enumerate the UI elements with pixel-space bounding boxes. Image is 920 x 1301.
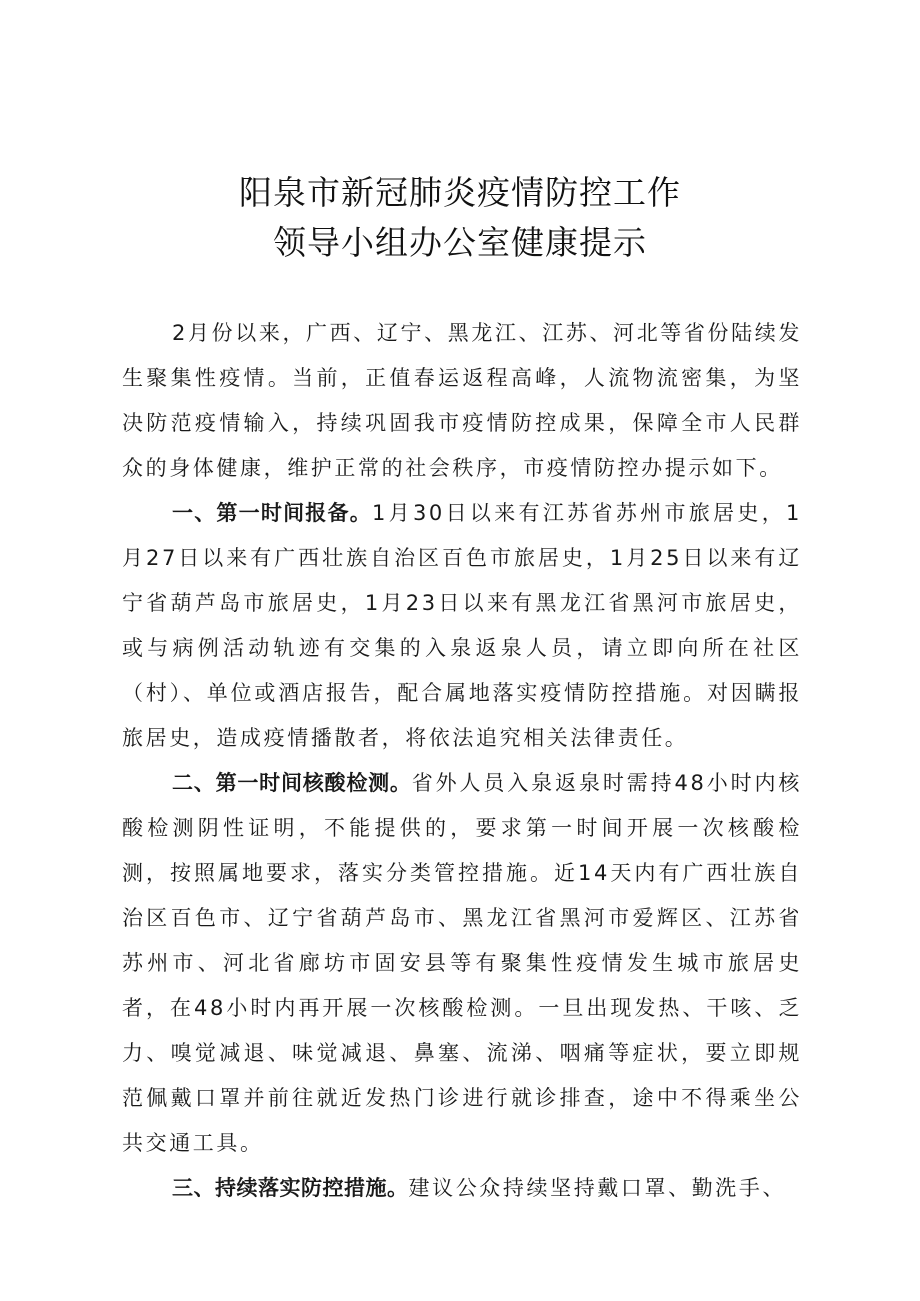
paragraph-item-3 <box>122 1166 802 1211</box>
paragraph-text: 省外人员入泉返泉时需持48小时内核酸检测阴性证明，不能提供的，要求第一时间开展一次核酸检测，按照属地要求，落实分类管控措施。近14天内有广西壮族自治区百色市、辽宁省葫芦岛市、黑龙江省黑河市爱辉区、江苏省苏州市、河北省廊坊市固安县等有聚集性疫情发生城市旅居史者，在48小时内再开展一次核酸检测。一旦出现发热、干咳、乏力、嗅觉减退、味觉减退、鼻塞、流涕、咽痛等症状，要立即规范佩戴口罩并前往就近发热门诊进行就诊排查，途中不得乘坐公共交通工具。 <box>122 771 803 1155</box>
paragraph-text: 1月30日以来有江苏省苏州市旅居史，1月27日以来有广西壮族自治区百色市旅居史，1月25日以来有辽宁省葫芦岛市旅居史，1月23日以来有黑龙江省黑河市旅居史，或与病例活动轨迹有交集的入泉返泉人员，请立即向所在社区（村）、单位或酒店报告，配合属地落实疫情防控措施。对因瞒报旅居史，造成疫情播散者，将依法追究相关法律责任。 <box>122 501 803 750</box>
paragraph-item-1 <box>122 491 802 761</box>
paragraph-item-2 <box>122 761 802 1166</box>
paragraph-intro <box>122 311 802 491</box>
paragraph-lead: 一、第一时间报备。 <box>172 501 372 525</box>
paragraph-lead: 二、第一时间核酸检测。 <box>172 771 412 795</box>
document-title <box>0 168 920 268</box>
document-body <box>122 311 802 1211</box>
title-line-2: 领导小组办公室健康提示 <box>273 223 647 262</box>
paragraph-text: 建议公众持续坚持戴口罩、勤洗手、 <box>408 1176 787 1200</box>
title-line-1: 阳泉市新冠肺炎疫情防控工作 <box>239 173 681 212</box>
paragraph-text: 2月份以来，广西、辽宁、黑龙江、江苏、河北等省份陆续发生聚集性疫情。当前，正值春运返程高峰，人流物流密集，为坚决防范疫情输入，持续巩固我市疫情防控成果，保障全市人民群众的身体健康，维护正常的社会秩序，市疫情防控办提示如下。 <box>122 321 802 480</box>
paragraph-lead: 三、持续落实防控措施。 <box>172 1176 409 1200</box>
